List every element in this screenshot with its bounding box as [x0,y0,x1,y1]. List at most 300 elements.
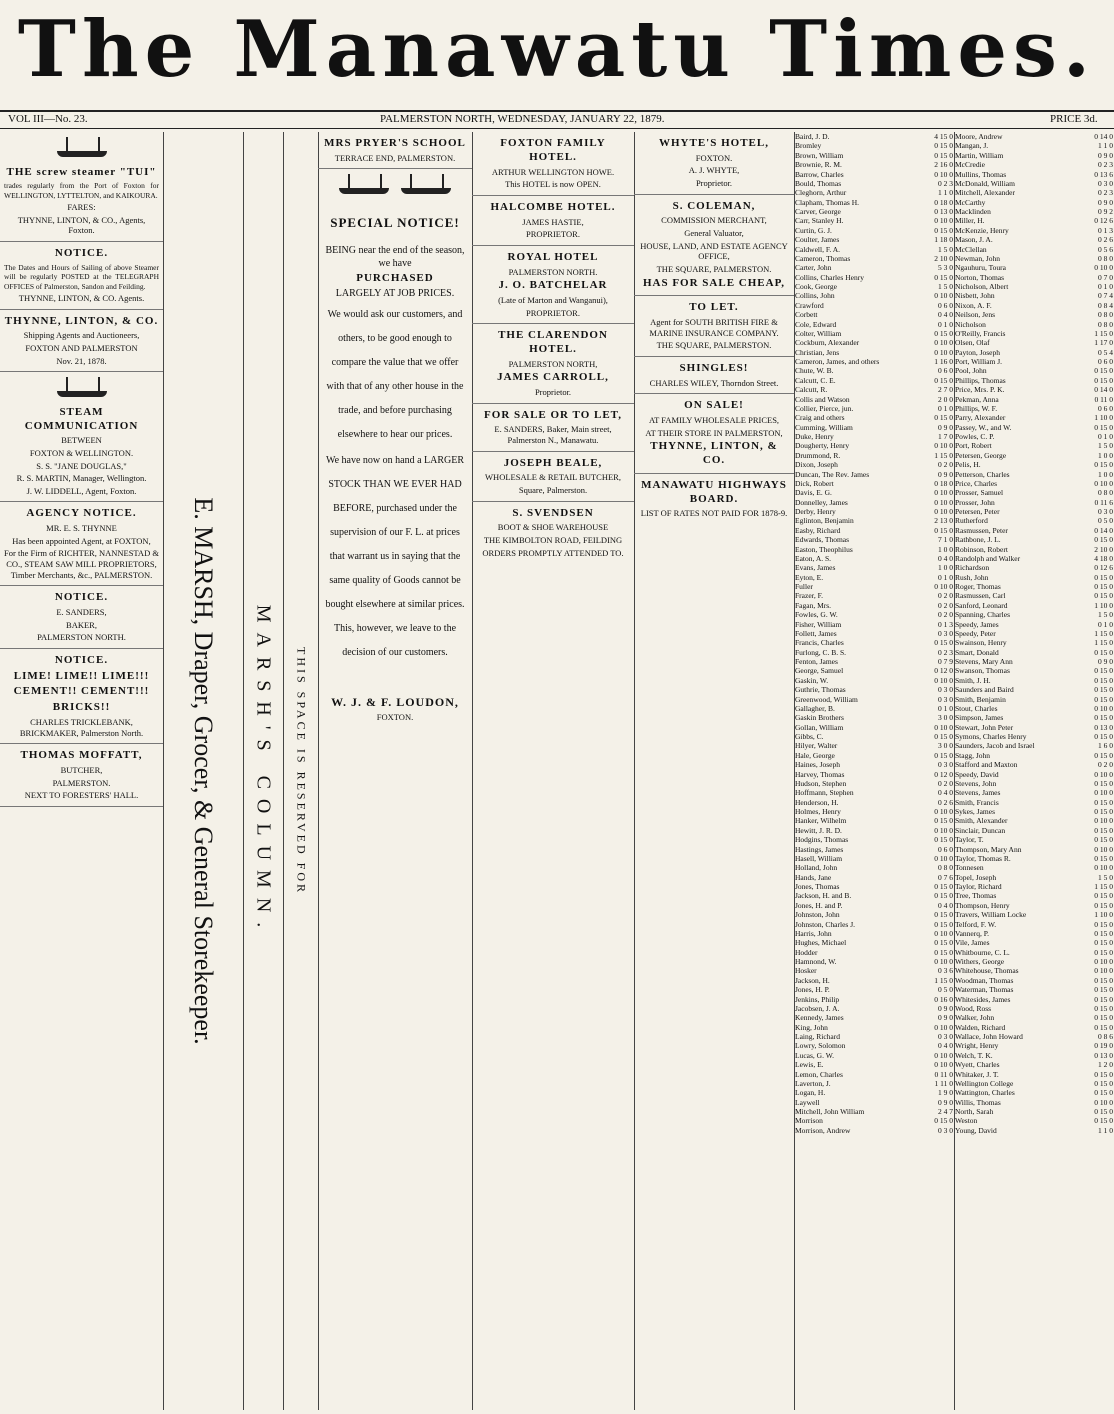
rate-amount: 0 15 0 [1094,947,1113,957]
ratepayer-name: Laverton, J. [795,1078,831,1088]
ratepayer-name: Hilyer, Walter [795,741,838,751]
ratepayer-name: Derby, Henry [795,507,836,516]
agency-notice [0,502,163,586]
ratepayer-name: Petterson, Charles [955,469,1010,479]
rate-row [794,526,954,535]
rate-row [794,666,954,675]
ratepayer-name: Cockburn, Alexander [795,338,860,348]
rate-amount: 0 6 0 [938,300,953,310]
ratepayer-name: Telford, F. W. [955,919,997,929]
rate-amount: 0 7 6 [938,872,953,882]
rate-amount: 0 8 0 [1098,488,1113,498]
ratepayer-name: Johnston, Charles J. [795,919,855,929]
rate-row [954,873,1114,882]
rate-amount: 0 15 0 [934,638,953,648]
ratepayer-name: Saunders and Baird [955,685,1014,695]
ratepayer-name: Carr, Stanley H. [795,216,844,226]
rate-amount: 0 15 0 [1094,535,1113,545]
rate-amount: 1 1 0 [1098,141,1113,151]
rate-row [954,535,1114,544]
rate-amount: 5 3 0 [938,263,953,273]
ratepayer-name: Fenton, James [795,657,838,666]
royal-hotel-advert [472,246,634,324]
rate-amount: 0 9 0 [1098,657,1113,666]
ratepayer-name: Fagan, Mrs. [795,600,832,610]
steam-sig: R. S. MARTIN, Manager, Wellington. [16,473,147,484]
rate-row [794,198,954,207]
rate-amount: 0 13 6 [1094,169,1113,179]
rate-amount: 0 15 0 [1094,1022,1113,1032]
rate-amount: 0 14 0 [1094,132,1113,141]
rate-amount: 0 2 0 [938,591,953,601]
rate-amount: 0 4 0 [938,788,953,798]
ratepayer-name: Collier, Pierce, jun. [795,403,854,413]
rate-amount: 0 15 0 [1094,994,1113,1004]
rate-row [794,151,954,160]
tui-body: trades regularly from the Port of Foxton for WELLINGTON, LYTTELTON, and KAIKOURA. [4,181,159,200]
rate-row [794,657,954,666]
rate-amount: 0 9 0 [1098,150,1113,160]
rate-amount: 0 2 0 [938,778,953,788]
rate-row [954,254,1114,263]
column-6 [634,132,795,1410]
rate-amount: 0 15 0 [1094,919,1113,929]
rate-amount: 0 10 0 [934,338,953,348]
rate-amount: 0 10 0 [1094,1097,1113,1107]
ship-icon [52,375,112,401]
ratepayer-name: Calcutt, R. [795,385,828,395]
ratepayer-name: Jacobsen, J. A. [795,1003,840,1013]
rate-row [794,723,954,732]
rate-amount: 0 10 0 [1094,816,1113,826]
rate-row [794,263,954,272]
rate-amount: 0 13 0 [934,207,953,216]
rate-row [954,282,1114,291]
ratepayer-name: Smith, Benjamin [955,694,1006,704]
ratepayer-name: Kennedy, James [795,1013,844,1023]
moffatt-line2: PALMERSTON. [52,777,111,788]
rate-amount: 0 9 0 [938,469,953,479]
rate-amount: 2 0 0 [938,394,953,404]
rate-amount: 0 15 0 [934,816,953,826]
rate-row [794,779,954,788]
rate-row [794,282,954,291]
rate-row [794,376,954,385]
rate-row [794,423,954,432]
ratepayer-name: King, John [795,1022,828,1032]
rate-row [954,198,1114,207]
rate-amount: 0 7 9 [938,657,953,666]
ratepayer-name: Prosser, Samuel [955,488,1004,498]
rate-row [954,498,1114,507]
ratepayer-name: Craig and others [795,413,845,423]
ratepayer-name: Morrison, Andrew [795,1125,851,1135]
rate-row [794,620,954,629]
rate-amount: 0 4 0 [938,900,953,910]
tolet-head: TO LET. [689,301,739,314]
clarendon-hotel-advert [472,324,634,404]
ratepayer-name: Eglinton, Benjamin [795,516,854,526]
rate-amount: 0 14 0 [1094,525,1113,535]
ratepayer-name: Smart, Donald [955,647,999,657]
ratepayer-name: Whitbourne, C. L. [955,947,1010,957]
rate-amount: 0 6 0 [1098,357,1113,366]
ratepayer-name: Woodman, Thomas [955,975,1014,985]
ratepayer-name: Hodder [795,947,818,957]
rate-row [794,329,954,338]
ratepayer-name: Donnelley, James [795,497,848,507]
rate-row [954,638,1114,647]
steam-advert [0,372,163,502]
rate-amount: 0 2 0 [1098,760,1113,770]
rate-amount: 0 9 0 [938,1003,953,1013]
rate-amount: 0 15 0 [1094,928,1113,938]
ratepayer-name: Fowles, G. W. [795,610,838,620]
rate-row [794,545,954,554]
ratepayer-name: Whitaker, J. T. [955,1069,999,1079]
ratepayer-name: Mason, J. A. [955,235,993,245]
ratepayer-name: Gallagher, B. [795,703,835,713]
sanders-line1: E. SANDERS, [56,607,107,617]
rate-row [794,760,954,769]
rate-amount: 1 0 0 [938,544,953,554]
rate-row [794,704,954,713]
rate-row [794,479,954,488]
rate-amount: 0 10 0 [934,497,953,507]
rate-amount: 0 10 0 [934,216,953,226]
ratepayer-name: Spanning, Charles [955,610,1010,620]
rate-row [794,741,954,750]
rate-amount: 0 15 0 [1094,1078,1113,1088]
rate-amount: 0 8 0 [1098,253,1113,263]
rate-row [794,770,954,779]
ratepayer-name: Vile, James [955,938,990,948]
rate-row [954,151,1114,160]
ratepayer-name: Eyton, E. [795,572,824,582]
ratepayer-name: Mullins, Thomas [955,169,1007,179]
rate-amount: 0 1 0 [938,572,953,582]
rate-row [954,948,1114,957]
rate-amount: 0 15 0 [1094,1003,1113,1013]
rate-row [954,226,1114,235]
coleman-line1: COMMISSION MERCHANT, [661,215,767,226]
rate-amount: 0 15 0 [934,225,953,235]
rate-row [954,929,1114,938]
rate-row [954,554,1114,563]
ratepayer-name: Cole, Edward [795,319,837,329]
rate-amount: 2 16 0 [934,160,953,170]
rate-amount: 0 15 0 [934,919,953,929]
rates-column-b [954,132,1114,1410]
rate-amount: 1 11 0 [934,1078,953,1088]
ratepayer-name: Francis, Charles [795,638,844,648]
rate-row [794,310,954,319]
rate-amount: 0 15 0 [1094,975,1113,985]
rate-amount: 0 8 6 [1098,1032,1113,1041]
ratepayer-name: Dick, Robert [795,478,834,488]
rate-amount: 0 15 0 [1094,675,1113,685]
rate-amount: 0 15 0 [934,750,953,760]
rate-row [954,723,1114,732]
tolet-line1: Agent for SOUTH BRITISH FIRE & MARINE INSURANCE COMPANY. [649,317,779,338]
rate-amount: 0 3 0 [938,628,953,638]
ratepayer-name: Taylor, Thomas R. [955,853,1011,863]
rate-row [954,488,1114,497]
ratepayer-name: Nicholson, Albert [955,282,1009,291]
rate-row [794,1004,954,1013]
rate-row [954,301,1114,310]
rate-row [954,320,1114,329]
rate-row [794,338,954,347]
halcombe-hotel-advert [472,196,634,246]
rate-row [794,1041,954,1050]
loudon-body-4: We have now on hand a LARGER STOCK THAN WE EVER HAD BEFORE, purchased under the supervision of our F. L. at prices that warrant us in saying that the same quality of Goods cannot be bought elsewhere at similar prices. This, however, we leave to the decision of our customers. [325,454,465,658]
rate-row [954,779,1114,788]
ratepayer-name: McClellan [955,244,987,254]
ratepayer-name: Robinson, Robert [955,544,1008,554]
rate-amount: 1 0 0 [1098,450,1113,460]
rate-row [794,713,954,722]
svendsen-line2: THE KIMBOLTON ROAD, FEILDING [483,535,623,545]
rate-row [794,1107,954,1116]
ratepayer-name: Hoffmann, Stephen [795,788,854,798]
rate-amount: 1 16 0 [934,357,953,366]
ratepayer-name: Moore, Andrew [955,132,1003,141]
rate-amount: 0 15 0 [934,891,953,901]
rate-row [954,1051,1114,1060]
rate-amount: 0 15 0 [1094,685,1113,695]
ratepayer-name: Evans, James [795,563,836,573]
rate-row [954,610,1114,619]
rate-row [954,423,1114,432]
rate-amount: 0 10 0 [934,722,953,732]
rate-row [794,216,954,225]
rate-row [954,1060,1114,1069]
ratepayer-name: Taylor, T. [955,835,984,845]
brick-cement: CEMENT!! CEMENT!!! [13,685,150,698]
rate-amount: 0 2 3 [1098,160,1113,170]
rate-amount: 0 1 0 [1098,432,1113,441]
rate-amount: 0 15 0 [934,835,953,845]
rate-row [954,1098,1114,1107]
rate-row [794,995,954,1004]
rate-amount: 0 1 3 [1098,225,1113,235]
ratepayer-name: Nixon, A. F. [955,300,992,310]
tui-head: THE screw steamer "TUI" [6,165,157,178]
ratepayer-name: Easton, Theophilus [795,544,853,554]
ratepayer-name: Miller, H. [955,216,985,226]
rate-row [794,366,954,375]
rate-row [954,1070,1114,1079]
ratepayer-name: Stout, Charles [955,703,998,713]
ratepayer-name: Sykes, James [955,807,995,816]
rate-amount: 0 15 0 [1094,1069,1113,1079]
rate-amount: 0 15 0 [1094,647,1113,657]
tolet-line2: THE SQUARE, PALMERSTON. [656,340,772,351]
rate-row [954,460,1114,469]
rate-amount: 1 15 0 [1094,628,1113,638]
loudon-body-1: PURCHASED [356,272,434,285]
rate-row [954,1088,1114,1097]
rate-row [794,1051,954,1060]
ratepayer-name: Rasmussen, Peter [955,525,1008,535]
rate-row [794,957,954,966]
rate-amount: 0 15 0 [1094,375,1113,385]
rate-amount: 0 15 0 [1094,1116,1113,1126]
rate-amount: 0 15 0 [1094,460,1113,470]
loudon-place: FOXTON. [376,711,414,722]
tui-fares: FARES: [67,202,96,213]
rate-row [794,1126,954,1135]
rate-amount: 4 15 0 [934,132,953,141]
thynne-date: Nov. 21, 1878. [56,355,107,366]
rate-amount: 1 5 0 [938,282,953,291]
rate-row [954,976,1114,985]
ratepayer-name: Newman, John [955,253,1000,263]
rate-row [954,441,1114,450]
ratepayer-name: Stafford and Maxton [955,760,1018,770]
ratepayer-name: Carver, George [795,207,841,216]
rate-amount: 0 11 6 [1094,497,1113,507]
foxton-hotel-line2: This HOTEL is now OPEN. [505,179,601,190]
ratepayer-name: Ngauhuru, Toura [955,263,1006,273]
rate-amount: 0 3 0 [938,1032,953,1041]
sanders-notice [0,586,163,649]
ratepayer-name: Willis, Thomas [955,1097,1001,1107]
ratepayer-name: Gaskin Brothers [795,713,844,723]
rate-row [954,263,1114,272]
rate-row [794,320,954,329]
pryer-advert [318,132,472,169]
rate-row [794,235,954,244]
on-sale-advert [634,394,794,474]
svendsen-line3: ORDERS PROMPTLY ATTENDED TO. [482,547,624,558]
thynne-line2: FOXTON AND PALMERSTON [25,342,138,353]
ratepayer-name: Petersen, George [955,450,1007,460]
svendsen-line1: BOOT & SHOE WAREHOUSE [497,522,609,533]
rate-amount: 0 15 0 [1094,825,1113,835]
rate-amount: 0 9 0 [938,422,953,432]
ratepayer-name: Follett, James [795,628,837,638]
rate-amount: 2 10 0 [1094,544,1113,554]
ratepayer-name: Weston [955,1116,978,1126]
rate-row [954,573,1114,582]
ratepayer-name: Simpson, James [955,713,1004,723]
rate-row [954,798,1114,807]
rate-amount: 2 4 7 [938,1107,953,1116]
ratepayer-name: Corbett [795,310,818,320]
rate-amount: 0 15 0 [1094,807,1113,816]
rate-amount: 0 6 0 [1098,403,1113,413]
rate-amount: 0 6 0 [938,844,953,854]
rate-amount: 0 15 0 [934,413,953,423]
ratepayer-name: Pool, John [955,366,987,376]
rate-row [954,545,1114,554]
ratepayer-name: Sinclair, Duncan [955,825,1006,835]
ratepayer-name: Sanford, Leonard [955,600,1008,610]
rate-amount: 2 7 0 [938,385,953,395]
ratepayer-name: Brown, William [795,150,844,160]
rate-row [954,451,1114,460]
rate-row [794,835,954,844]
ratepayer-name: Withers, George [955,957,1005,966]
rate-amount: 0 9 0 [1098,197,1113,207]
rate-amount: 1 10 0 [1094,600,1113,610]
rate-amount: 0 5 6 [1098,244,1113,254]
rate-amount: 0 3 0 [1098,507,1113,516]
rate-row [794,732,954,741]
rate-amount: 0 15 0 [934,882,953,891]
rate-amount: 1 5 0 [1098,872,1113,882]
ratepayer-name: Cook, George [795,282,837,291]
ratepayer-name: Hodgins, Thomas [795,835,849,845]
whyte-head: WHYTE'S HOTEL, [659,137,769,149]
ratepayer-name: Thompson, Henry [955,900,1010,910]
to-let-advert [634,296,794,357]
ratepayer-name: Crawford [795,300,824,310]
ratepayer-name: Passey, W., and W. [955,422,1012,432]
coleman-head: S. COLEMAN, [672,199,756,212]
rate-amount: 0 3 0 [938,694,953,704]
rate-row [794,695,954,704]
rate-row [954,751,1114,760]
ratepayer-name: Jones, H. and P. [795,900,843,910]
rate-row [954,526,1114,535]
ratepayer-name: Stagg, John [955,750,991,760]
rate-amount: 0 12 6 [1094,563,1113,573]
ratepayer-name: McCredie [955,160,985,170]
reserved-column [283,132,319,1410]
rate-amount: 0 15 0 [934,910,953,920]
rate-row [794,507,954,516]
rate-amount: 0 5 0 [1098,516,1113,526]
ratepayer-name: Jenkins, Philip [795,994,840,1004]
rate-row [794,1079,954,1088]
ratepayer-name: Walker, John [955,1013,995,1023]
rate-row [794,460,954,469]
rate-row [794,432,954,441]
steam-line1: BETWEEN [61,435,102,446]
ratepayer-name: McKenzie, Henry [955,225,1009,235]
rate-row [954,160,1114,169]
rate-row [954,348,1114,357]
ratepayer-name: Collins, Charles Henry [795,272,864,282]
rate-row [794,920,954,929]
rate-amount: 0 10 0 [934,488,953,498]
royal-line4: PROPRIETOR. [526,307,580,318]
onsale-sig: THYNNE, LINTON, & CO. [650,440,778,466]
rate-amount: 0 15 0 [1094,666,1113,676]
rate-row [954,235,1114,244]
ratepayer-name: Hudson, Stephen [795,778,847,788]
column-5 [472,132,635,1410]
rate-row [954,338,1114,347]
ratepayer-name: Walden, Richard [955,1022,1006,1032]
ratepayer-name: Carter, John [795,263,832,273]
rate-row [954,591,1114,600]
rate-amount: 1 5 0 [1098,610,1113,620]
rate-row [954,966,1114,975]
ratepayer-name: Lemon, Charles [795,1069,843,1079]
rate-amount: 0 11 0 [934,1069,953,1079]
ratepayer-name: Jones, Thomas [795,882,840,891]
ratepayer-name: Cameron, James, and others [795,357,880,366]
notice-head: NOTICE. [54,247,109,259]
rate-amount: 1 15 0 [1094,328,1113,338]
ratepayer-name: Smith, J. H. [955,675,991,685]
rate-amount: 0 7 0 [1098,272,1113,282]
whyte-line1: FOXTON. [695,152,733,163]
